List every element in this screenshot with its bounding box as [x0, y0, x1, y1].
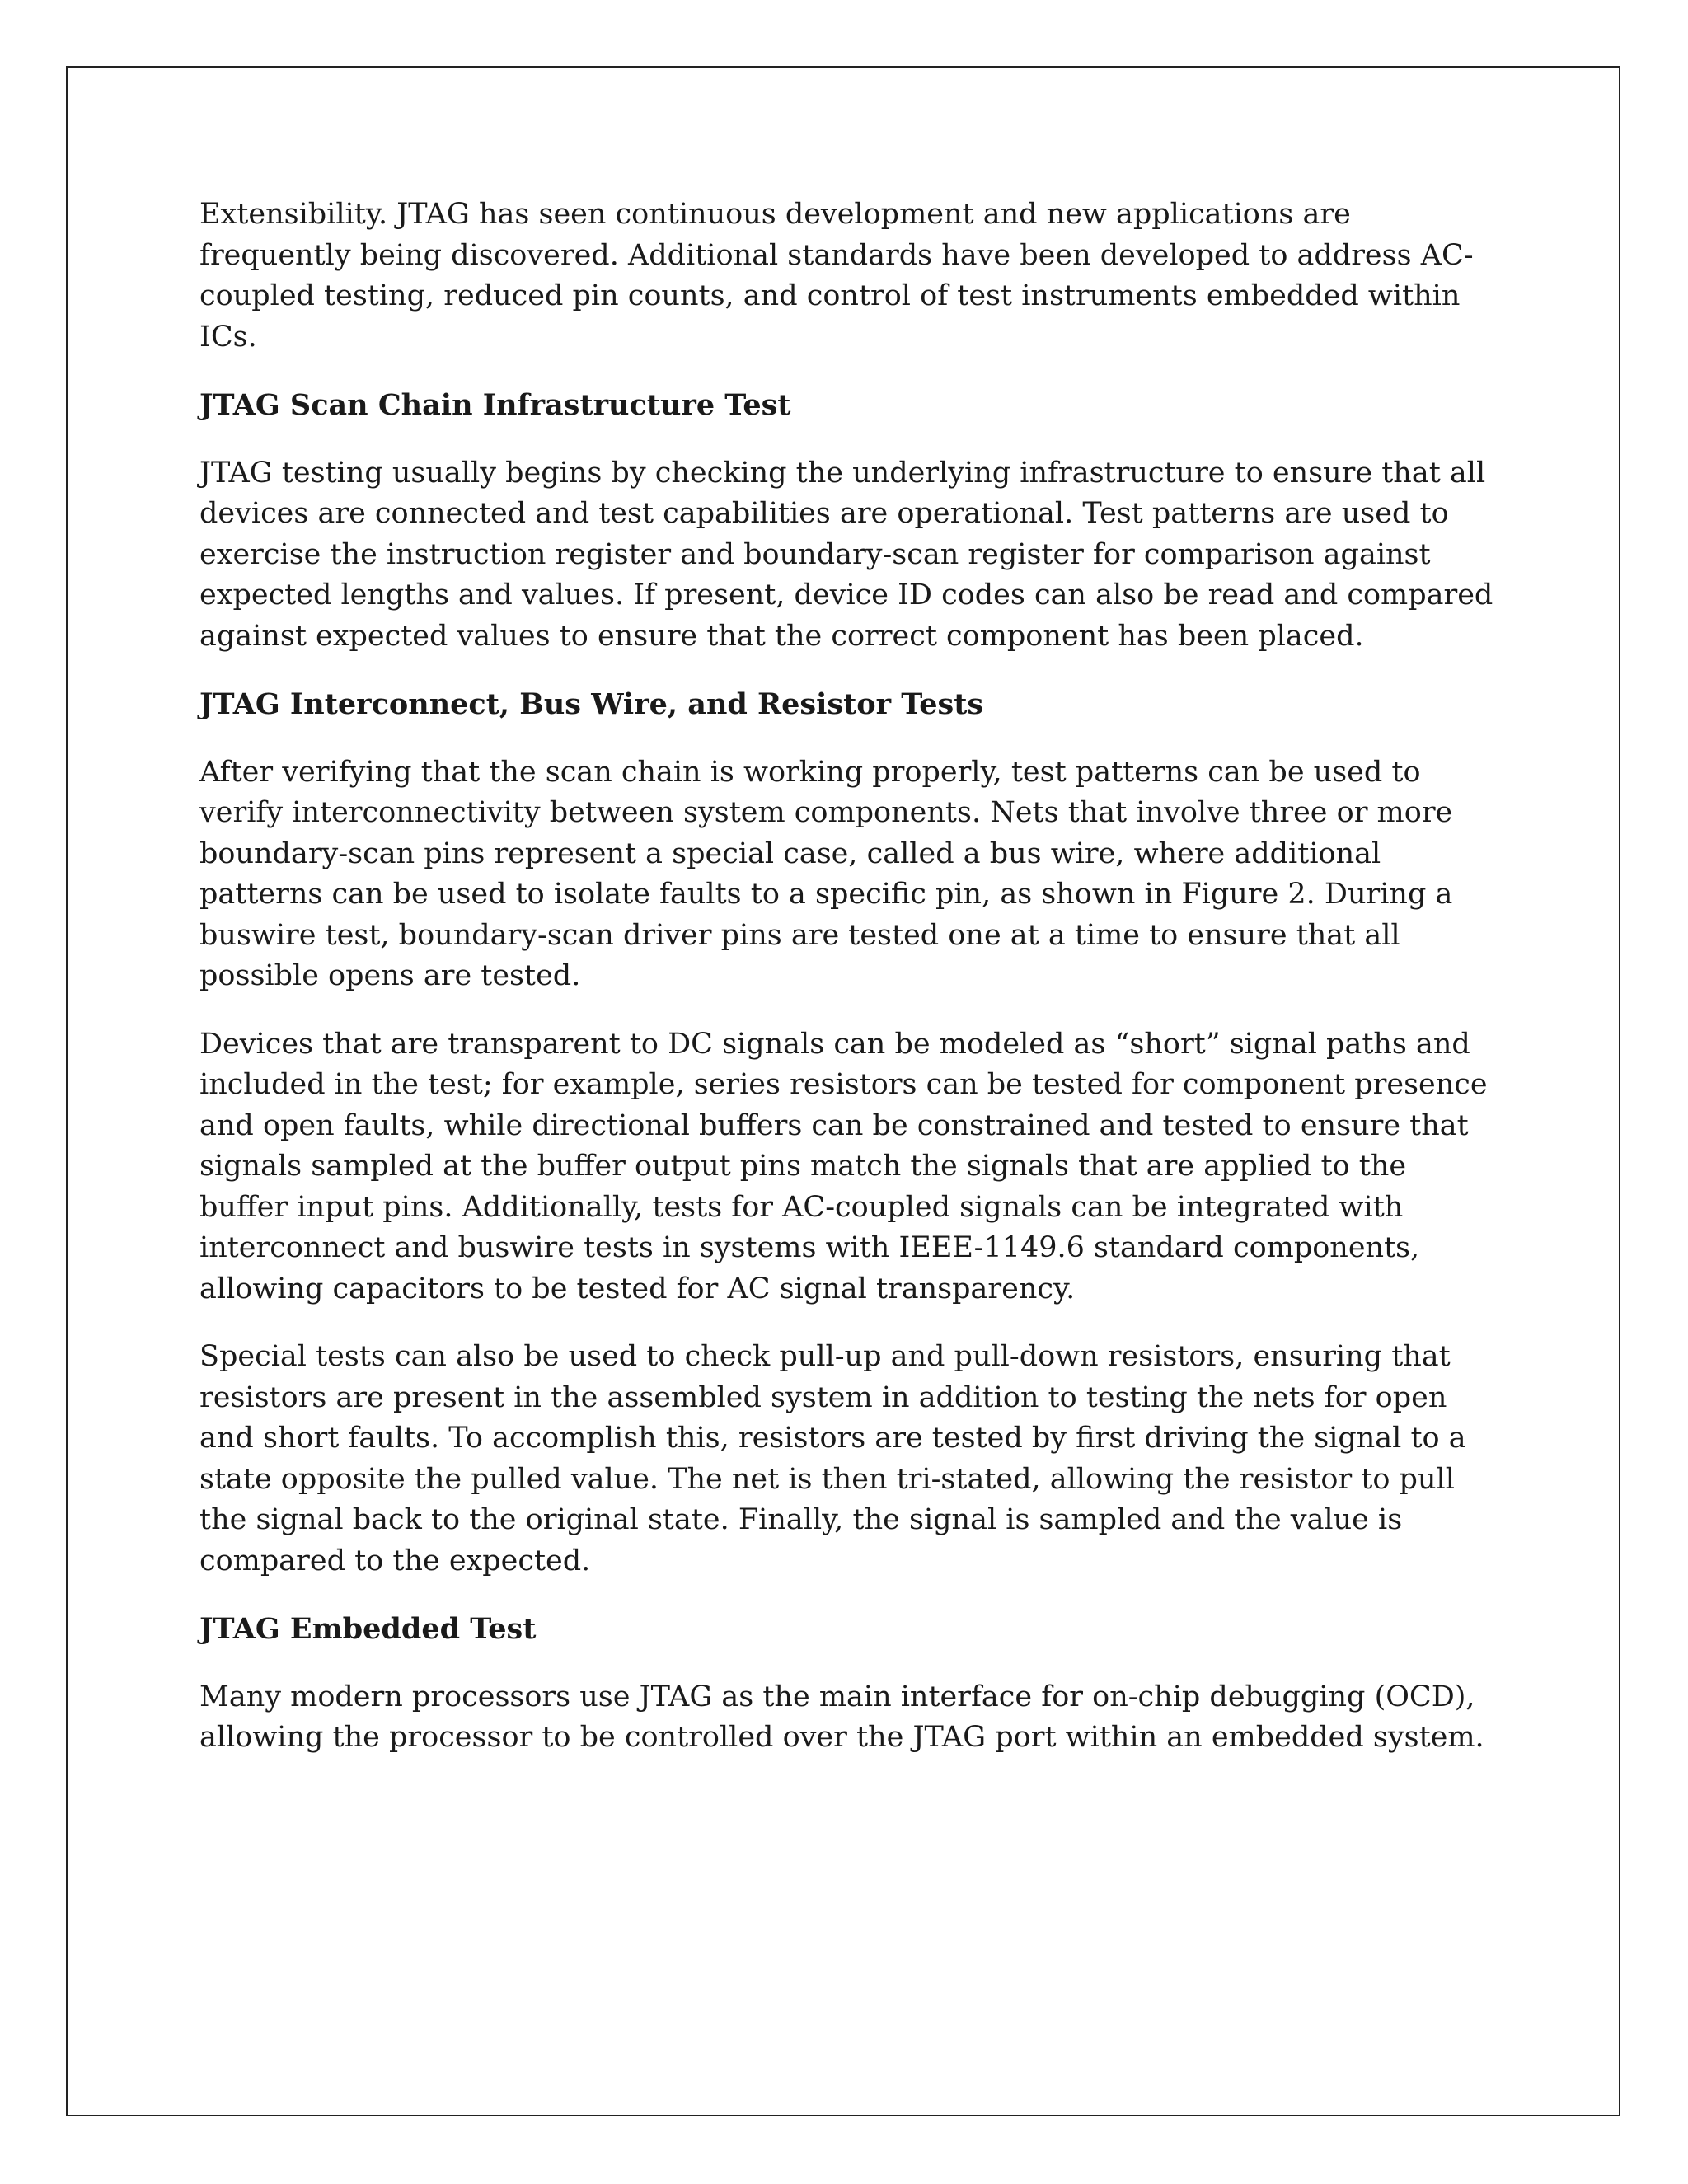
heading-scan-chain-infrastructure-test: JTAG Scan Chain Infrastructure Test	[199, 388, 791, 422]
heading-embedded-test: JTAG Embedded Test	[199, 1612, 537, 1646]
paragraph-extensibility: Extensibility. JTAG has seen continuous development and new applications are frequently being discovered. Additional standards have been developed to address AC-coupled testing, reduced pin counts, and control of test instruments embedded within ICs.	[199, 198, 1474, 354]
paragraph-dc-transparent-devices: Devices that are transparent to DC signals can be modeled as “short” signal paths and included in the test; for example, series resistors can be tested for component presence and open faults, while directional buffers can be constrained and tested to ensure that signals sampled at the buffer output pins match the signals that are applied to the buffer input pins. Additionally, tests for AC-coupled signals can be integrated with interconnect and buswire tests in systems with IEEE-1149.6 standard components, allowing capacitors to be tested for AC signal transparency.	[199, 1027, 1488, 1305]
paragraph-pull-resistor-tests: Special tests can also be used to check pull-up and pull-down resistors, ensuring that resistors are present in the assembled system in addition to testing the nets for open and short faults. To accomplish this, resistors are tested by first driving the signal to a state opposite the pulled value. The net is then tri-stated, allowing the resistor to pull the signal back to the original state. Finally, the signal is sampled and the value is compared to the expected.	[199, 1340, 1466, 1577]
paragraph-scan-chain-infrastructure: JTAG testing usually begins by checking the underlying infrastructure to ensure that all devices are connected and test capabilities are operational. Test patterns are used to exercise the instruction register and boundary-scan register for comparison against expected lengths and values. If present, device ID codes can also be read and compared against expected values to ensure that the correct component has been placed.	[199, 456, 1493, 653]
paragraph-embedded-test: Many modern processors use JTAG as the main interface for on-chip debugging (OCD), allowing the processor to be controlled over the JTAG port within an embedded system.	[199, 1680, 1484, 1754]
paragraph-interconnect-verification: After verifying that the scan chain is working properly, test patterns can be used to verify interconnectivity between system components. Nets that involve three or more boundary-scan pins represent a special case, called a bus wire, where additional patterns can be used to isolate faults to a specific pin, as shown in Figure 2. During a buswire test, boundary-scan driver pins are tested one at a time to ensure that all possible opens are tested.	[199, 755, 1453, 992]
document-body	[199, 194, 1493, 1786]
heading-interconnect-bus-wire-resistor-tests: JTAG Interconnect, Bus Wire, and Resistor Tests	[199, 687, 984, 721]
